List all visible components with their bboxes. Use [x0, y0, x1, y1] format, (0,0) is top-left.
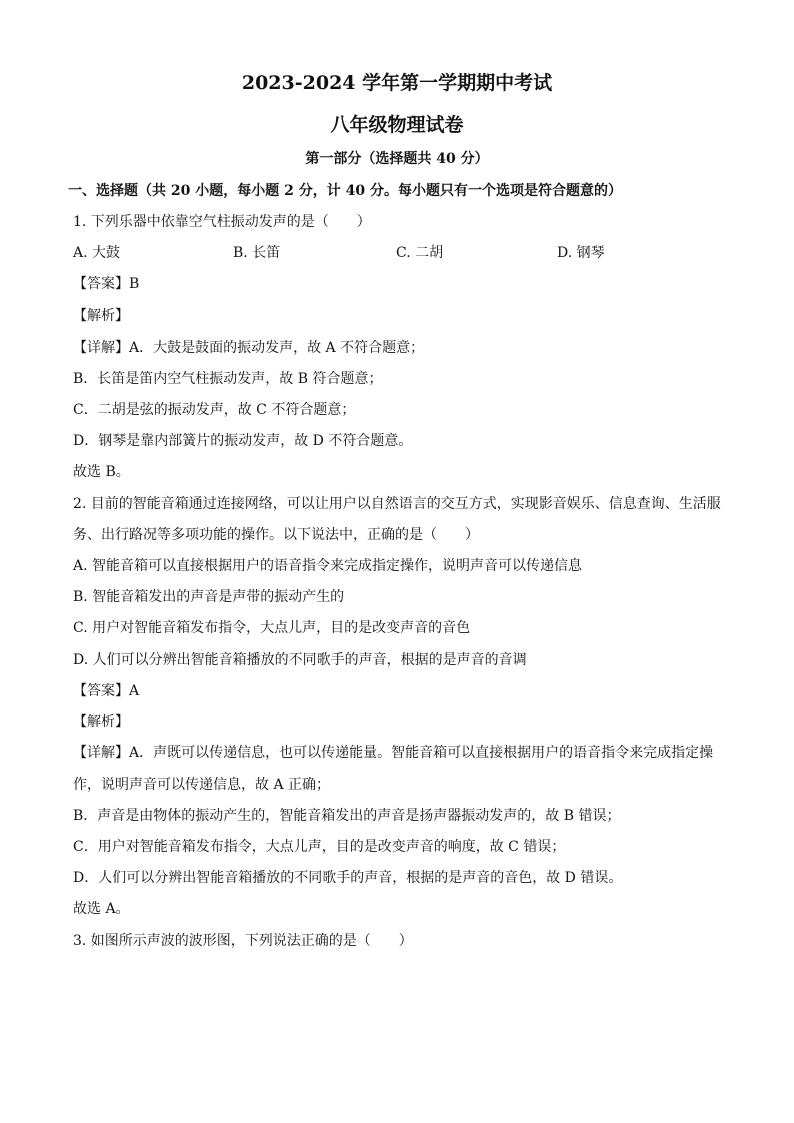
question-1-detail-line: C．二胡是弦的振动发声，故 C 不符合题意； — [73, 402, 356, 418]
question-2-detail-line: 【详解】A．声既可以传递信息，也可以传递能量。智能音箱可以直接根据用户的语音指令来完成指定操 — [73, 745, 714, 761]
question-2-detail-line: C．用户对智能音箱发布指令，大点儿声，目的是改变声音的响度，故 C 错误； — [73, 839, 566, 855]
question-2-option-b: B. 智能音箱发出的声音是声带的振动产生的 — [73, 589, 345, 605]
question-1-option-a: A. 大鼓 — [73, 245, 121, 261]
question-2-detail-line: 作，说明声音可以传递信息，故 A 正确； — [73, 777, 331, 793]
question-2-option-d: D. 人们可以分辨出智能音箱播放的不同歌手的声音，根据的是声音的音调 — [73, 652, 527, 668]
question-1-detail-line: B．长笛是笛内空气柱振动发声，故 B 符合题意； — [73, 371, 383, 387]
section-heading: 一、选择题（共 20 小题，每小题 2 分，计 40 分。每小题只有一个选项是符合题意的） — [68, 183, 622, 199]
question-3-stem: 3. 如图所示声波的波形图，下列说法正确的是（ ） — [73, 933, 413, 949]
question-1-detail-line: 【详解】A．大鼓是鼓面的振动发声，故 A 不符合题意； — [73, 340, 425, 356]
part-heading: 第一部分（选择题共 40 分） — [305, 151, 489, 167]
question-2-conclusion: 故选 A。 — [73, 901, 130, 917]
exam-title: 2023-2024 学年第一学期期中考试 — [241, 72, 553, 94]
question-2-option-a: A. 智能音箱可以直接根据用户的语音指令来完成指定操作，说明声音可以传递信息 — [73, 558, 583, 574]
question-2-option-c: C. 用户对智能音箱发布指令，大点儿声，目的是改变声音的音色 — [73, 620, 471, 636]
question-2-stem-cont: 务、出行路况等多项功能的操作。以下说法中，正确的是（ ） — [73, 527, 479, 543]
question-1-stem: 1. 下列乐器中依靠空气柱振动发声的是（ ） — [73, 214, 371, 230]
question-2-detail-line: B．声音是由物体的振动产生的，智能音箱发出的声音是扬声器振动发声的，故 B 错误； — [73, 808, 621, 824]
question-2-analysis: 【解析】 — [73, 714, 129, 730]
question-1-detail-line: D．钢琴是靠内部簧片的振动发声，故 D 不符合题意。 — [73, 433, 413, 449]
question-2-answer: 【答案】A — [73, 683, 140, 699]
question-1-analysis: 【解析】 — [73, 308, 129, 324]
question-2-detail-line: D．人们可以分辨出智能音箱播放的不同歌手的声音，根据的是声音的音色，故 D 错误。 — [73, 870, 623, 886]
question-1-option-b: B. 长笛 — [233, 245, 281, 261]
question-1-option-d: D. 钢琴 — [557, 245, 605, 261]
exam-subtitle: 八年级物理试卷 — [330, 114, 464, 136]
question-1-answer: 【答案】B — [73, 276, 140, 292]
question-1-conclusion: 故选 B。 — [73, 464, 130, 480]
question-1-option-c: C. 二胡 — [396, 245, 444, 261]
question-2-stem: 2. 目前的智能音箱通过连接网络，可以让用户以自然语言的交互方式，实现影音娱乐、信息查询、生活服 — [73, 496, 721, 512]
